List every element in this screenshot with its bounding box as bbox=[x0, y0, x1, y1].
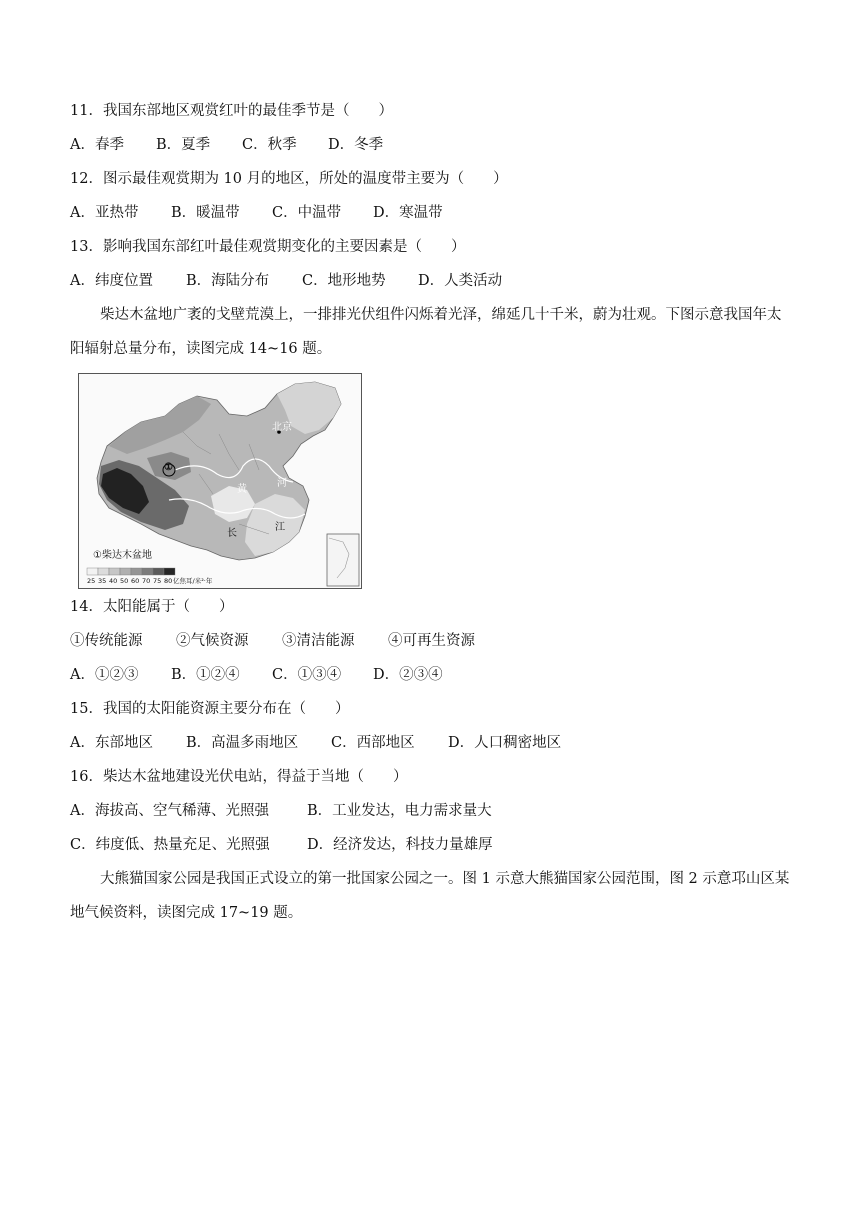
legend-swatch bbox=[87, 568, 98, 575]
option-b[interactable]: B．工业发达，电力需求量大 bbox=[307, 803, 492, 819]
he-label: 河 bbox=[277, 478, 287, 489]
legend-labels bbox=[87, 576, 212, 585]
option-a[interactable]: A．春季 bbox=[70, 137, 124, 153]
option-d[interactable]: D．冬季 bbox=[328, 137, 384, 153]
question-14-statements bbox=[70, 631, 475, 651]
legend-value: 70 bbox=[142, 577, 151, 585]
legend-swatch bbox=[131, 568, 142, 575]
option-a[interactable]: A．亚热带 bbox=[70, 205, 139, 221]
passage-qaidam: 柴达木盆地广袤的戈壁荒漠上，一排排光伏组件闪烁着光泽，绵延几十千米，蔚为壮观。下图示意我国年太阳辐射总量分布，读图完成 14~16 题。 bbox=[70, 307, 782, 357]
legend-swatch bbox=[153, 568, 164, 575]
legend-swatch bbox=[164, 568, 175, 575]
beijing-label: 北京 bbox=[272, 422, 292, 433]
map-caption: ①柴达木盆地 bbox=[93, 546, 152, 561]
legend-value: 35 bbox=[98, 577, 107, 585]
question-16-options-row2 bbox=[70, 835, 493, 855]
option-c[interactable]: C．中温带 bbox=[272, 205, 342, 221]
question-13-stem: 13．影响我国东部红叶最佳观赏期变化的主要因素是（ ） bbox=[70, 239, 466, 255]
legend-swatch bbox=[120, 568, 131, 575]
option-b[interactable]: B．暖温带 bbox=[171, 205, 240, 221]
option-a[interactable]: A．东部地区 bbox=[70, 735, 153, 751]
question-14-stem: 14．太阳能属于（ ） bbox=[70, 599, 234, 615]
legend-value: 50 bbox=[120, 577, 129, 585]
option-b[interactable]: B．高温多雨地区 bbox=[186, 735, 299, 751]
legend-swatch bbox=[142, 568, 153, 575]
option-a[interactable]: A．纬度位置 bbox=[70, 273, 153, 289]
question-16-options-row1 bbox=[70, 801, 492, 821]
passage-panda-park: 大熊猫国家公园是我国正式设立的第一批国家公园之一。图 1 示意大熊猫国家公园范围，图 2 示意邛山区某地气候资料，读图完成 17~19 题。 bbox=[70, 871, 790, 921]
question-14-options bbox=[70, 665, 443, 685]
question-11-stem: 11．我国东部地区观赏红叶的最佳季节是（ ） bbox=[70, 103, 393, 119]
option-d[interactable]: D．人类活动 bbox=[418, 273, 503, 289]
option-b[interactable]: B．夏季 bbox=[156, 137, 211, 153]
option-c[interactable]: C．秋季 bbox=[242, 137, 297, 153]
statement-4: ④可再生资源 bbox=[388, 633, 475, 649]
legend-value: 60 bbox=[131, 577, 140, 585]
option-d[interactable]: D．寒温带 bbox=[373, 205, 443, 221]
question-15-options bbox=[70, 733, 561, 753]
question-12-stem: 12．图示最佳观赏期为 10 月的地区，所处的温度带主要为（ ） bbox=[70, 171, 508, 187]
option-d[interactable]: D．经济发达，科技力量雄厚 bbox=[307, 837, 493, 853]
statement-2: ②气候资源 bbox=[176, 633, 249, 649]
option-d[interactable]: D．人口稠密地区 bbox=[448, 735, 562, 751]
map-marker-label: ① bbox=[164, 462, 173, 473]
legend-swatch bbox=[98, 568, 109, 575]
statement-3: ③清洁能源 bbox=[282, 633, 355, 649]
question-15-stem: 15．我国的太阳能资源主要分布在（ ） bbox=[70, 701, 350, 717]
solar-radiation-map bbox=[78, 373, 362, 589]
option-b[interactable]: B．①②④ bbox=[171, 667, 240, 683]
legend-unit: 亿焦耳/米²·年 bbox=[173, 577, 213, 585]
statement-1: ①传统能源 bbox=[70, 633, 143, 649]
jiang-label: 江 bbox=[275, 522, 285, 533]
question-11-options bbox=[70, 135, 383, 155]
chang-label: 长 bbox=[227, 528, 237, 539]
legend-bar bbox=[87, 568, 175, 575]
option-c[interactable]: C．①③④ bbox=[272, 667, 342, 683]
legend-value: 40 bbox=[109, 577, 118, 585]
question-16-stem: 16．柴达木盆地建设光伏电站，得益于当地（ ） bbox=[70, 769, 408, 785]
question-13-options bbox=[70, 271, 502, 291]
question-12-options bbox=[70, 203, 443, 223]
option-a[interactable]: A．①②③ bbox=[70, 667, 139, 683]
legend-value: 25 bbox=[87, 577, 96, 585]
option-c[interactable]: C．纬度低、热量充足、光照强 bbox=[70, 837, 270, 853]
huang-label: 黄 bbox=[237, 484, 247, 495]
legend-swatch bbox=[109, 568, 120, 575]
option-c[interactable]: C．地形地势 bbox=[302, 273, 386, 289]
option-d[interactable]: D．②③④ bbox=[373, 667, 443, 683]
option-b[interactable]: B．海陆分布 bbox=[186, 273, 270, 289]
option-c[interactable]: C．西部地区 bbox=[331, 735, 415, 751]
option-a[interactable]: A．海拔高、空气稀薄、光照强 bbox=[70, 803, 269, 819]
legend-value: 80 bbox=[164, 577, 173, 585]
legend-value: 75 bbox=[153, 577, 162, 585]
